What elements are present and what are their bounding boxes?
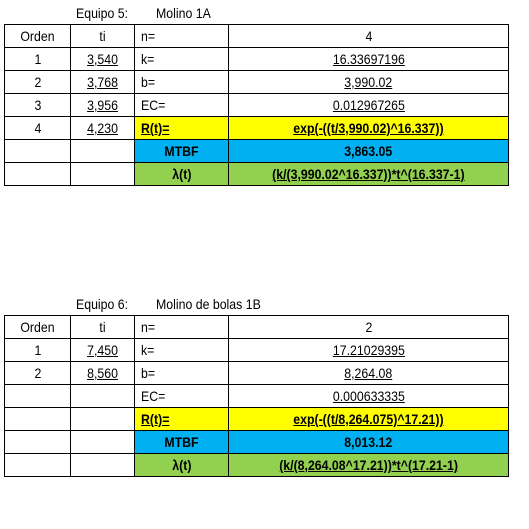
mtbf-value: 8,013.12	[229, 431, 509, 454]
equipo-6-block	[4, 293, 508, 477]
table-row	[5, 94, 509, 117]
table-row	[5, 140, 509, 163]
equipo-6-table	[4, 315, 509, 477]
n-label: n=	[135, 25, 229, 48]
ti-cell	[71, 454, 135, 477]
table-row	[5, 408, 509, 431]
orden-cell	[5, 454, 71, 477]
mtbf-value: 3,863.05	[229, 140, 509, 163]
orden-cell	[5, 140, 71, 163]
orden-cell	[5, 163, 71, 186]
ti-cell	[71, 385, 135, 408]
orden-cell: 3	[5, 94, 71, 117]
orden-cell: 2	[5, 71, 71, 94]
orden-header: Orden	[5, 25, 71, 48]
k-label: k=	[135, 339, 229, 362]
b-value: 3,990.02	[229, 71, 509, 94]
orden-header: Orden	[5, 316, 71, 339]
rt-label: R(t)=	[135, 117, 229, 140]
n-value: 2	[229, 316, 509, 339]
b-value: 8,264.08	[229, 362, 509, 385]
equipo-label: Equipo 5:	[76, 5, 129, 21]
ti-cell	[71, 408, 135, 431]
table-row	[5, 117, 509, 140]
mtbf-label: MTBF	[135, 431, 229, 454]
ti-cell: 3,768	[71, 71, 135, 94]
table-row	[5, 163, 509, 186]
molino-label: Molino de bolas 1B	[156, 296, 261, 312]
ti-cell: 3,540	[71, 48, 135, 71]
lambda-formula: (k/(3,990.02^16.337))*t^(16.337-1)	[229, 163, 509, 186]
ec-label: EC=	[135, 385, 229, 408]
lambda-formula: (k/(8,264.08^17.21))*t^(17.21-1)	[229, 454, 509, 477]
header-row	[5, 25, 509, 48]
rt-formula: exp(-((t/3,990.02)^16.337))	[229, 117, 509, 140]
rt-formula: exp(-((t/8,264.075)^17.21))	[229, 408, 509, 431]
k-label: k=	[135, 48, 229, 71]
ec-value: 0.012967265	[229, 94, 509, 117]
k-value: 17.21029395	[229, 339, 509, 362]
orden-cell: 1	[5, 339, 71, 362]
ti-header: ti	[71, 316, 135, 339]
ti-header: ti	[71, 25, 135, 48]
b-label: b=	[135, 71, 229, 94]
table-row	[5, 48, 509, 71]
equipo-5-table	[4, 24, 509, 186]
equipo-label: Equipo 6:	[76, 296, 129, 312]
ec-value: 0.000633335	[229, 385, 509, 408]
b-label: b=	[135, 362, 229, 385]
ti-cell	[71, 140, 135, 163]
ec-label: EC=	[135, 94, 229, 117]
table-row	[5, 71, 509, 94]
ti-cell: 3,956	[71, 94, 135, 117]
orden-cell	[5, 408, 71, 431]
k-value: 16.33697196	[229, 48, 509, 71]
n-value: 4	[229, 25, 509, 48]
lambda-label: λ(t)	[135, 454, 229, 477]
table-row	[5, 362, 509, 385]
molino-label: Molino 1A	[156, 5, 211, 21]
ti-cell: 7,450	[71, 339, 135, 362]
equipo-5-title-row	[4, 2, 508, 24]
table-row	[5, 454, 509, 477]
ti-cell: 8,560	[71, 362, 135, 385]
table-row	[5, 339, 509, 362]
ti-cell	[71, 163, 135, 186]
orden-cell: 2	[5, 362, 71, 385]
equipo-6-title-row	[4, 293, 508, 315]
header-row	[5, 316, 509, 339]
lambda-label: λ(t)	[135, 163, 229, 186]
ti-cell: 4,230	[71, 117, 135, 140]
orden-cell	[5, 431, 71, 454]
n-label: n=	[135, 316, 229, 339]
equipo-5-block	[4, 2, 508, 186]
table-row	[5, 385, 509, 408]
table-row	[5, 431, 509, 454]
orden-cell: 1	[5, 48, 71, 71]
rt-label: R(t)=	[135, 408, 229, 431]
mtbf-label: MTBF	[135, 140, 229, 163]
orden-cell: 4	[5, 117, 71, 140]
ti-cell	[71, 431, 135, 454]
orden-cell	[5, 385, 71, 408]
